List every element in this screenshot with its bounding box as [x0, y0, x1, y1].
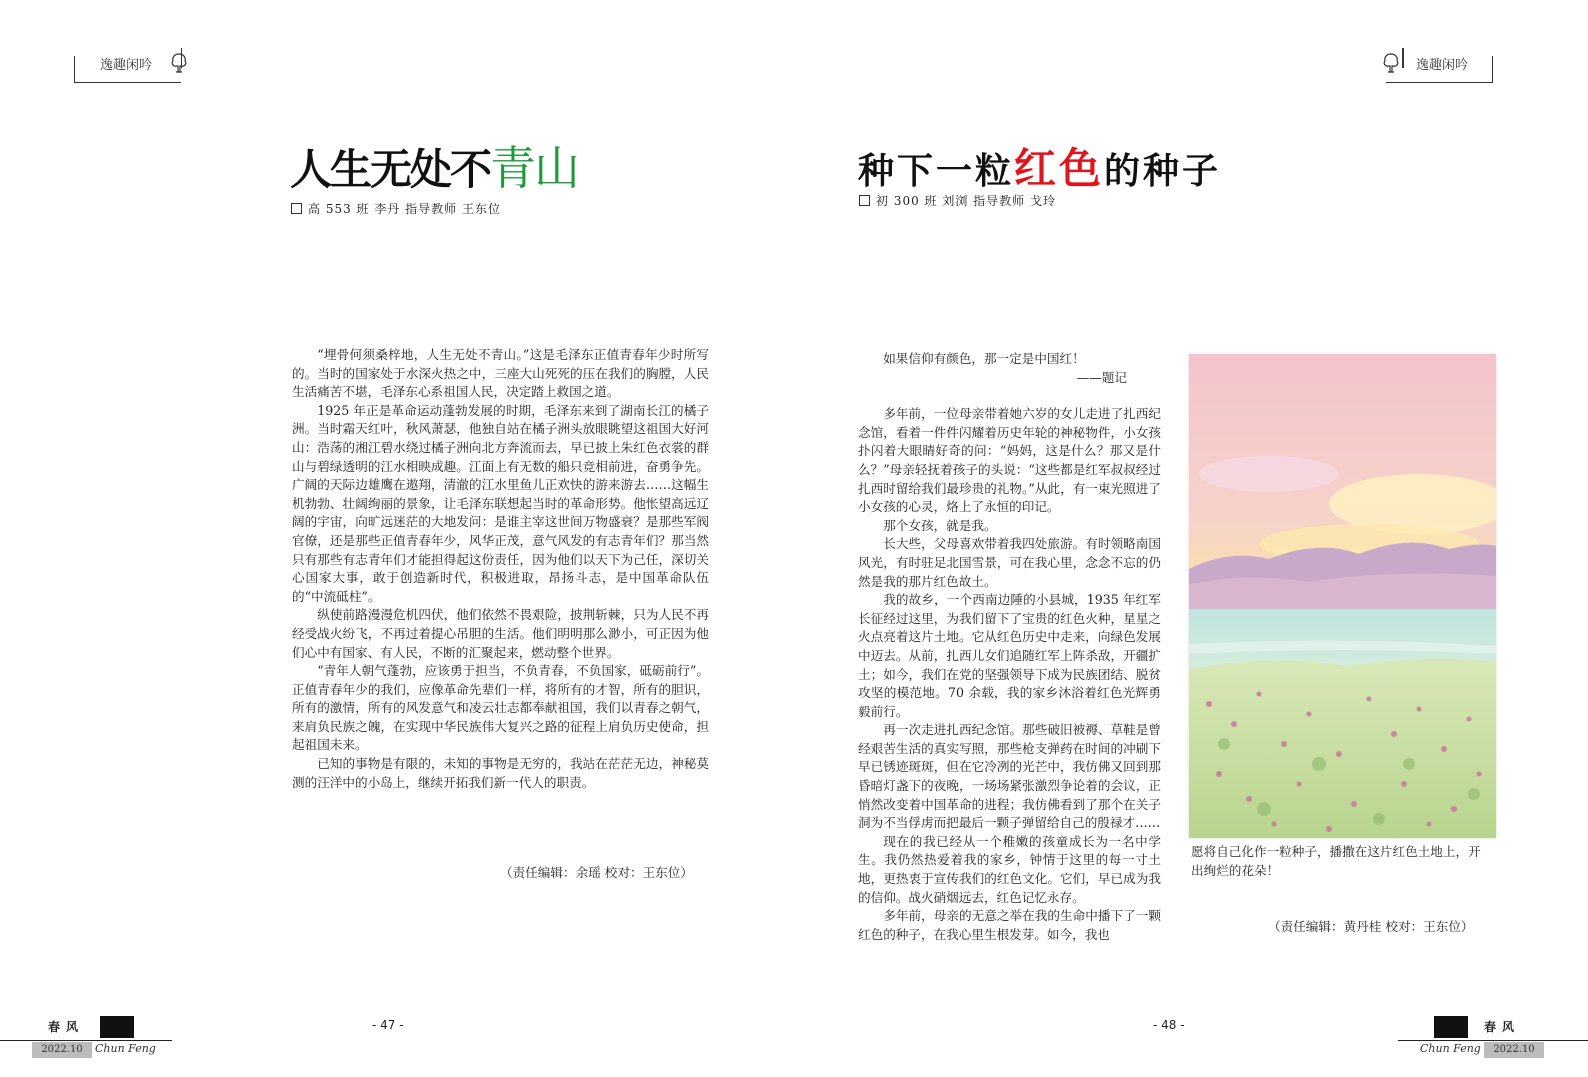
square-bullet-icon: [859, 195, 870, 206]
magazine-name-en: Chun Feng: [1420, 1042, 1481, 1055]
article-body-left: [292, 346, 709, 792]
paragraph: “青年人朝气蓬勃，应该勇于担当，不负青春，不负国家，砥砺前行”。正值青春年少的我们，应像革命先辈们一样，将所有的才智，所有的胆识，所有的激情，所有的风发意气和凌云壮志都奉献祖国，我们以青春之朝气，来肩负民族之魄，在实现中华民族伟大复兴之路的征程上肩负历史使命，担起祖国未来。: [292, 663, 709, 753]
tree-icon: [1382, 52, 1400, 78]
square-bullet-icon: [291, 203, 302, 214]
image-caption: 愿将自己化作一粒种子，播撒在这片红色土地上，开出绚烂的花朵！: [1191, 844, 1481, 878]
section-tag-label: 逸趣闲吟: [1416, 58, 1469, 73]
magazine-name-en: Chun Feng: [95, 1042, 156, 1055]
footer-right: [1390, 1012, 1588, 1055]
epigraph: 如果信仰有颜色，那一定是中国红！: [883, 351, 1085, 366]
paragraph: “埋骨何须桑梓地，人生无处不青山。”这是毛泽东正值青春年少时所写的。当时的国家处于水深火热之中，三座大山死死的压在我们的胸膛，人民生活痛苦不堪，毛泽东心系祖国人民，决定踏上救国之道。: [292, 347, 709, 400]
page-number-left: - 47 -: [372, 1018, 404, 1032]
title-highlight: 青山: [490, 141, 579, 195]
magazine-name: 春风: [1484, 1020, 1521, 1034]
credit-right: （责任编辑：黄丹桂 校对：王东位）: [1268, 919, 1474, 934]
article-title-right: [858, 136, 1221, 196]
byline-left: [291, 200, 501, 217]
title-after: 的种子: [1104, 151, 1222, 192]
magazine-name: 春风: [48, 1020, 85, 1034]
paragraph: 纵使前路漫漫危机四伏，他们依然不畏艰险，披荆斩棘，只为人民不再经受战火纷飞，不再过着提心吊胆的生活。他们明明那么渺小，可正因为他们心中有国家、有人民，不断的汇聚起来，燃动整个世界。: [292, 607, 709, 660]
tree-icon: [170, 52, 188, 78]
landscape-painting: [1189, 354, 1496, 838]
footer-block: [1434, 1016, 1468, 1038]
byline-text: 初 300 班 刘浏 指导教师 戈玲: [876, 194, 1056, 208]
paragraph: 我的故乡，一个西南边陲的小县城，1935 年红军长征经过这里，为我们留下了宝贵的红色火种，星星之火点亮着这片土地。它从红色历史中走来，向绿色发展中迈去。从前，扎西儿女们追随红军上阵杀敌，开疆扩土；如今，我们在党的坚强领导下成为民族团结、脱贫攻坚的模范地。70 余载，我的家乡沐浴着红色光辉勇毅前行。: [858, 592, 1161, 719]
title-before: 种下一粒: [858, 151, 1015, 192]
footer-rule: [1398, 1040, 1588, 1041]
footer-block: [100, 1016, 134, 1038]
footer-rule: [0, 1040, 172, 1041]
paragraph: 1925 年正是革命运动蓬勃发展的时期，毛泽东来到了湖南长江的橘子洲。当时霜天红叶，秋风萧瑟，他独自站在橘子洲头放眼眺望这祖国大好河山：浩荡的湘江碧水绕过橘子洲向北方奔流而去，早已披上朱红色衣裳的群山与碧绿透明的江水相映成趣。江面上有无数的船只竞相前进，奋勇争先。广阔的天际边雄鹰在遨翔，清澈的江水里鱼儿正欢快的游来游去……这幅生机勃勃、壮阔绚丽的景象，让毛泽东联想起当时的革命形势。他怅望高远辽阔的宇宙，向旷远迷茫的大地发问：是谁主宰这世间万物盛衰？是那些军阀官僚，还是那些正值青春年少，风华正茂，意气风发的有志青年们？那当然只有那些有志青年们才能担得起这份责任，因为他们以天下为己任，深切关心国家大事，敢于创造新时代，积极进取，昂扬斗志，是中国革命队伍的“中流砥柱”。: [292, 402, 709, 604]
article-title-left: [290, 132, 578, 198]
section-tag-label: 逸趣闲吟: [100, 58, 153, 73]
epigraph-sign: ——题记: [1076, 369, 1127, 385]
byline-text: 高 553 班 李丹 指导教师 王东位: [308, 202, 501, 216]
section-tag-right: [1378, 50, 1498, 84]
paragraph: 现在的我已经从一个稚嫩的孩童成长为一名中学生。我仍然热爱着我的家乡，钟情于这里的每一寸土地，更热衷于宣传我们的红色文化。它们，早已成为我的信仰。战火硝烟远去，红色记忆永存。: [858, 833, 1161, 905]
byline-right: [859, 192, 1056, 209]
paragraph: 那个女孩，就是我。: [883, 517, 997, 533]
paragraph: 多年前，一位母亲带着她六岁的女儿走进了扎西纪念馆，看着一件件闪耀着历史年轮的神秘物件，小女孩扑闪着大眼睛好奇的问：“妈妈，这是什么？那又是什么？”母亲轻抚着孩子的头说：“这些都是红军叔叔经过扎西时留给我们最珍贵的礼物。”从此，有一束光照进了小女孩的心灵，烙上了永恒的印记。: [858, 406, 1161, 515]
title-highlight: 红色: [1014, 144, 1105, 193]
issue-badge: 2022.10: [32, 1042, 92, 1058]
article-body-right: [858, 350, 1161, 944]
paragraph: 再一次走进扎西纪念馆。那些破旧被褥、草鞋是曾经艰苦生活的真实写照，那些枪支弹药在时间的冲刷下早已锈迹斑斑，但在它冷冽的光芒中，我仿佛又回到那昏暗灯盏下的夜晚，一场场紧张激烈争论着的会议，正悄然改变着中国革命的进程；我仿佛看到了那个在关子洞为不当俘虏而把最后一颗子弹留给自己的殷禄才……: [858, 722, 1161, 831]
paragraph: 长大些，父母喜欢带着我四处旅游。有时领略南国风光，有时驻足北国雪景，可在我心里，念念不忘的仍然是我的那片红色故土。: [858, 536, 1161, 589]
footer-left: [0, 1012, 180, 1055]
section-tag-left: [74, 50, 194, 84]
issue-badge: 2022.10: [1484, 1042, 1544, 1058]
title-main: 人生无处不: [290, 145, 491, 194]
paragraph: 多年前，母亲的无意之举在我的生命中播下了一颗红色的种子，在我心里生根发芽。如今，我也: [858, 908, 1161, 942]
paragraph: 已知的事物是有限的，未知的事物是无穷的，我站在茫茫无边，神秘莫测的汪洋中的小岛上，继续开拓我们新一代人的职责。: [292, 756, 709, 790]
page-number-right: - 48 -: [1153, 1018, 1185, 1032]
credit-left: （责任编辑：余瑶 校对：王东位）: [500, 865, 693, 880]
